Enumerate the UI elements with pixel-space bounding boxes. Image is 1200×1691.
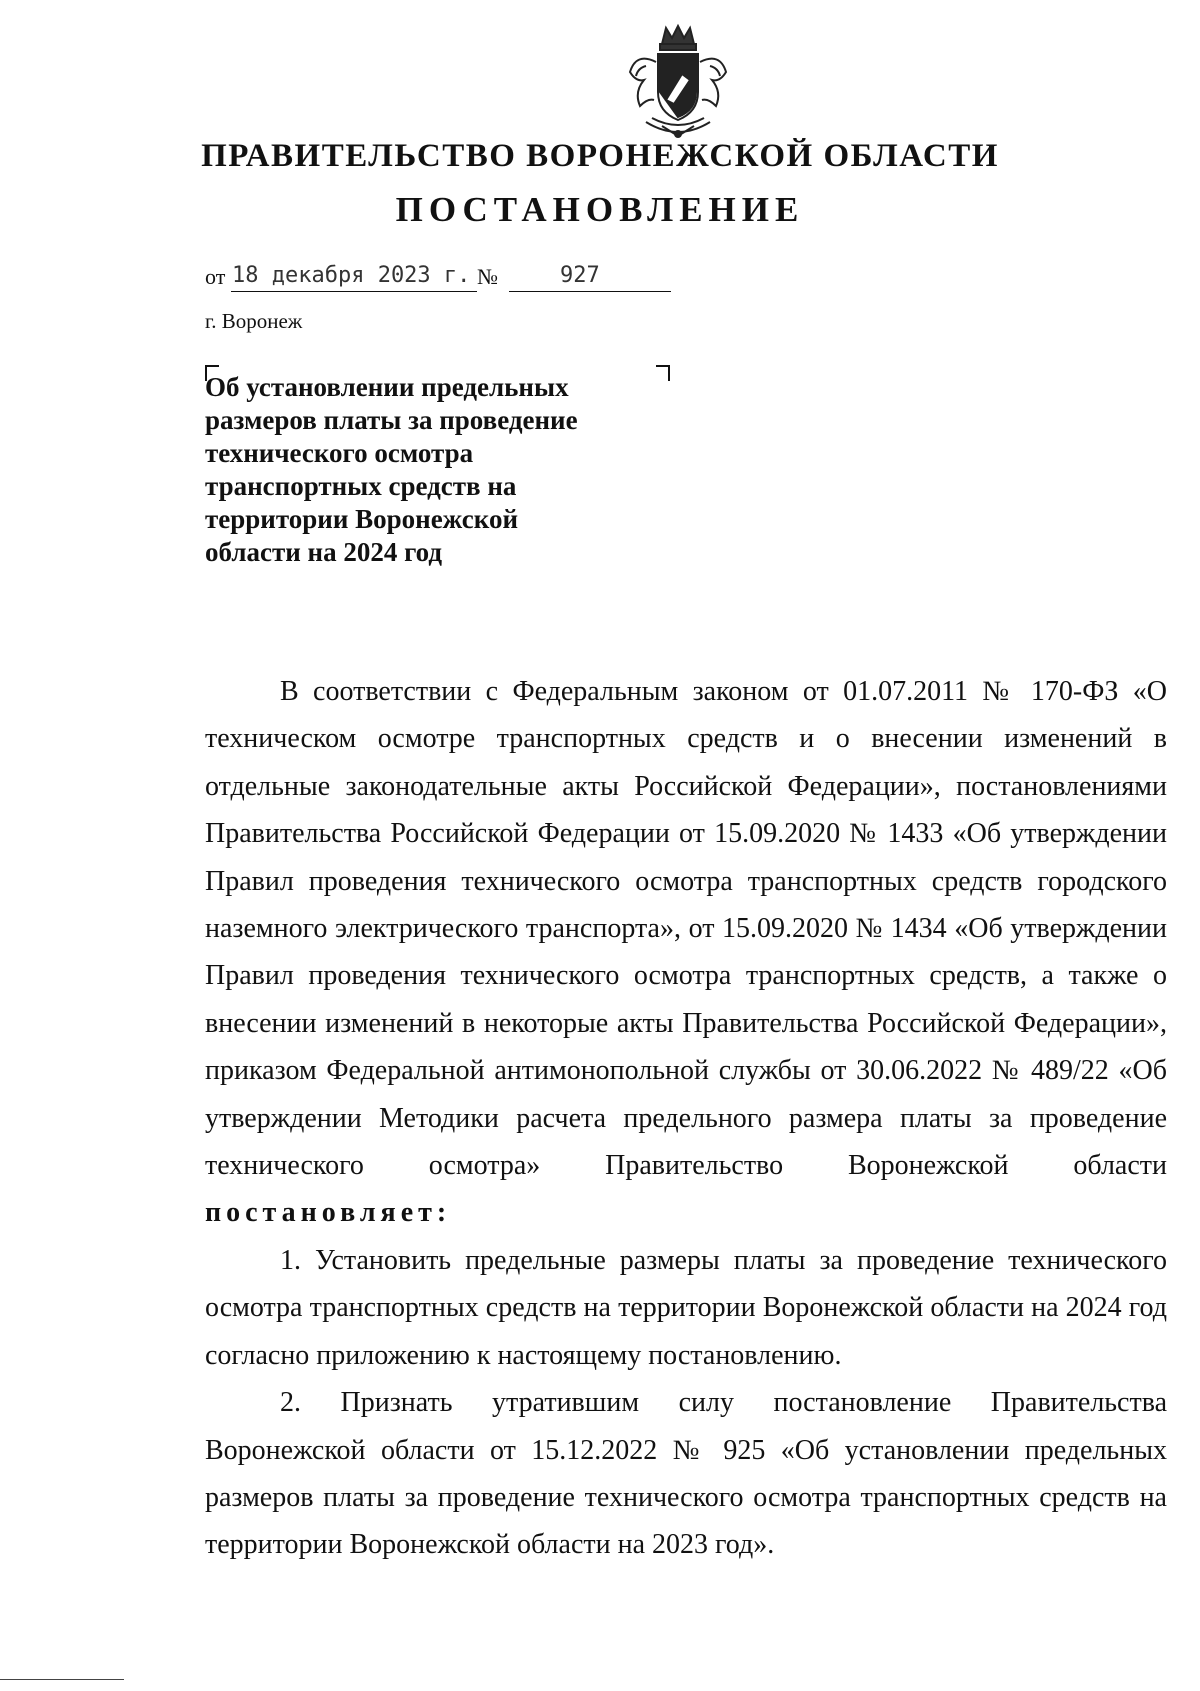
organization-name: ПРАВИТЕЛЬСТВО ВОРОНЕЖСКОЙ ОБЛАСТИ	[201, 138, 999, 174]
subject-line: области на 2024 год	[205, 537, 443, 567]
date-underline	[231, 291, 477, 292]
document-body	[205, 668, 1167, 1569]
date-value: 18 декабря 2023 г.	[232, 263, 471, 288]
subject-line: размеров платы за проведение	[205, 405, 578, 435]
number-value: 927	[560, 263, 600, 288]
coat-of-arms-emblem-icon	[622, 22, 734, 144]
number-prefix: №	[477, 264, 498, 289]
date-number-line	[205, 260, 675, 294]
subject-line: Об установлении предельных	[205, 372, 569, 402]
subject-bracket-right	[656, 365, 670, 381]
subject-line: территории Воронежской	[205, 504, 519, 534]
item-1-paragraph: 1. Установить предельные размеры платы за проведение технического осмотра транспортных средств на территории Воронежской области на 2024 год согласно приложению к настоящему постановлению.	[205, 1244, 1167, 1371]
number-underline	[509, 291, 671, 292]
city-location: г. Воронеж	[205, 309, 303, 333]
document-subject	[205, 371, 655, 569]
footer-rule	[0, 1679, 124, 1680]
subject-line: технического осмотра	[205, 438, 474, 468]
resolves-word: постановляет:	[205, 1197, 452, 1229]
document-type-title: ПОСТАНОВЛЕНИЕ	[395, 190, 805, 229]
preamble-paragraph	[205, 668, 1167, 1237]
subject-line: транспортных средств на	[205, 471, 517, 501]
preamble-text: В соответствии с Федеральным законом от 01.07.2011 № 170-ФЗ «О техническом осмотре транспортных средств и о внесении изменений в отдельные законодательные акты Российской Федерации», постановлениями Правительства Российской Федерации от 15.09.2020 № 1433 «Об утверждении Правил проведения технического осмотра транспортных средств городского наземного электрического транспорта», от 15.09.2020 № 1434 «Об утверждении Правил проведения технического осмотра транспортных средств, а также о внесении изменений в некоторые акты Правительства Российской Федерации», приказом Федеральной антимонопольной службы от 30.06.2022 № 489/22 «Об утверждении Методики расчета предельного размера платы за проведение технического осмотра» Правительство Воронежской области	[205, 676, 1167, 1182]
item-2-paragraph: 2. Признать утратившим силу постановление Правительства Воронежской области от 15.12.2022 № 925 «Об установлении предельных размеров платы за проведение технического осмотра транспортных средств на территории Воронежской области на 2023 год».	[205, 1387, 1167, 1561]
date-prefix: от	[205, 264, 226, 289]
